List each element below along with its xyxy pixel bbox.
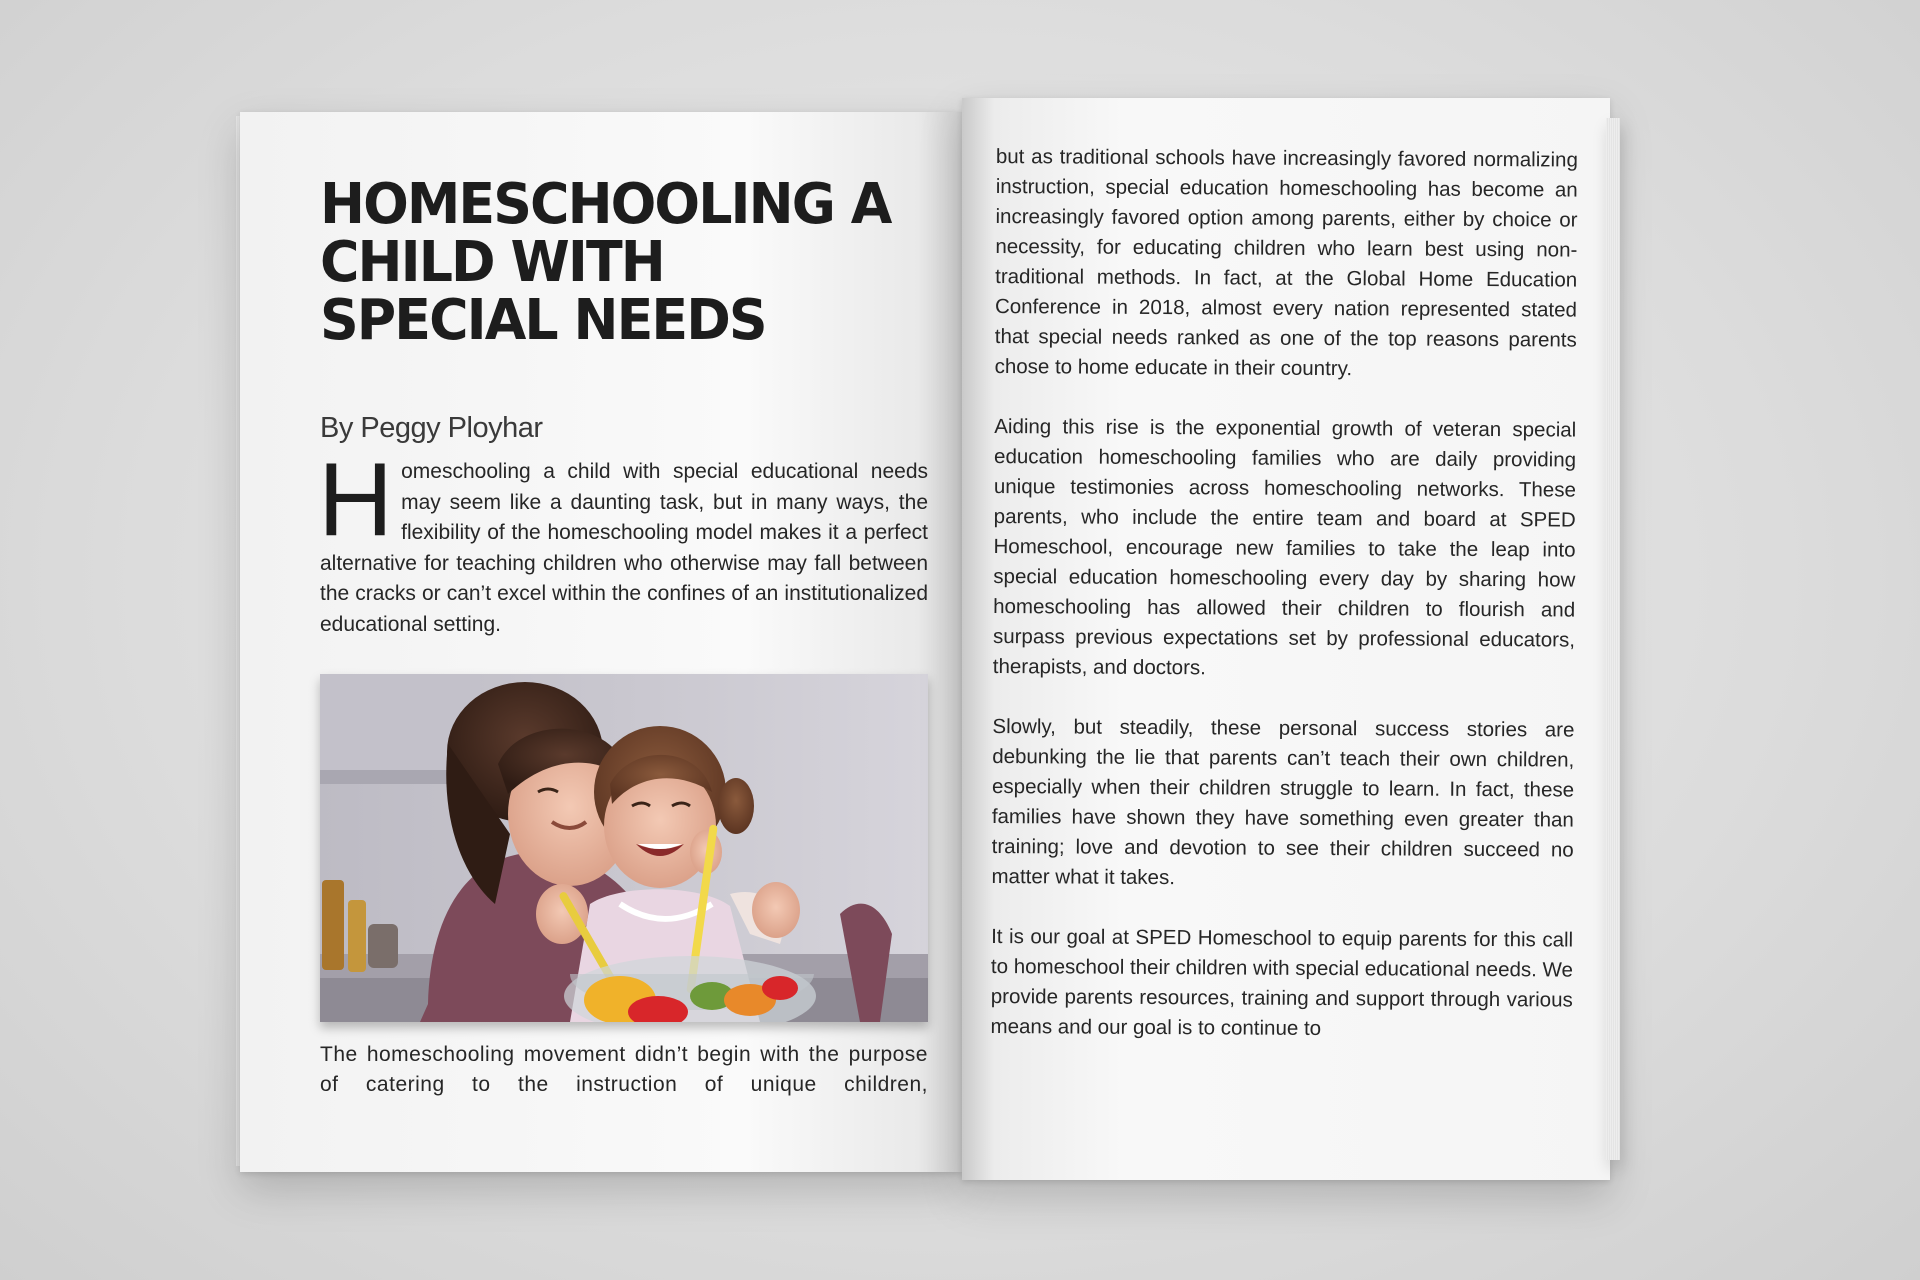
intro-paragraph: [318, 442, 928, 640]
paragraph-continuation: but as traditional schools have increasingly favored normalizing instruction, special education homeschooling has become an increasingly favored option among parents, either by choice or necessity, for educating children who learn best using non-traditional methods. In fact, at the Global Home Education Conference in 2018, almost every nation represented stated that special needs ranked as one of the top reasons parents chose to home educate in their country.: [994, 144, 1578, 381]
article-photo: [320, 674, 928, 1022]
intro-text: omeschooling a child with special educational needs may seem like a daunting task, but in many ways, the flexibility of the homeschooling model makes it a perfect alternative for teaching children who otherwise may fall between the cracks or can’t excel within the confines of an institutionalized educational setting.: [320, 460, 928, 636]
paragraph-success-stories: Slowly, but steadily, these personal success stories are debunking the lie that parents can’t teach their own children, especially when their children struggle to learn. In fact, these families have shown they have something even greater than training; love and devotion to see their children succeed no matter what it takes.: [991, 714, 1575, 890]
left-column-tail: The homeschooling movement didn’t begin with the purpose of catering to the instruction of unique children,: [320, 1043, 928, 1096]
drop-cap: H: [318, 442, 394, 558]
right-column: [990, 142, 1578, 1076]
paragraph-our-goal: It is our goal at SPED Homeschool to equip parents for this call to homeschool their children with special educational needs. We provide parents resources, training and support through various means and our goal is to continue to: [990, 924, 1574, 1041]
paragraph-aiding-rise: Aiding this rise is the exponential growth of veteran special education homeschooling families who are daily providing unique testimonies across homeschooling networks. These parents, who include the entire team and board at SPED Homeschool, encourage new families to take the leap into special education homeschooling every day by sharing how homeschooling has allowed their children to flourish and surpass previous expectations set by professional educators, therapists, and doctors.: [992, 414, 1577, 680]
right-page: [962, 98, 1610, 1180]
article-byline: By Peggy Ployhar: [320, 412, 543, 444]
left-page: [240, 112, 962, 1172]
page-stack-right: [1606, 118, 1620, 1160]
article-headline: HOMESCHOOLING A CHILD WITH SPECIAL NEEDS: [320, 172, 891, 353]
mother-daughter-cooking-photo: [320, 674, 928, 1022]
